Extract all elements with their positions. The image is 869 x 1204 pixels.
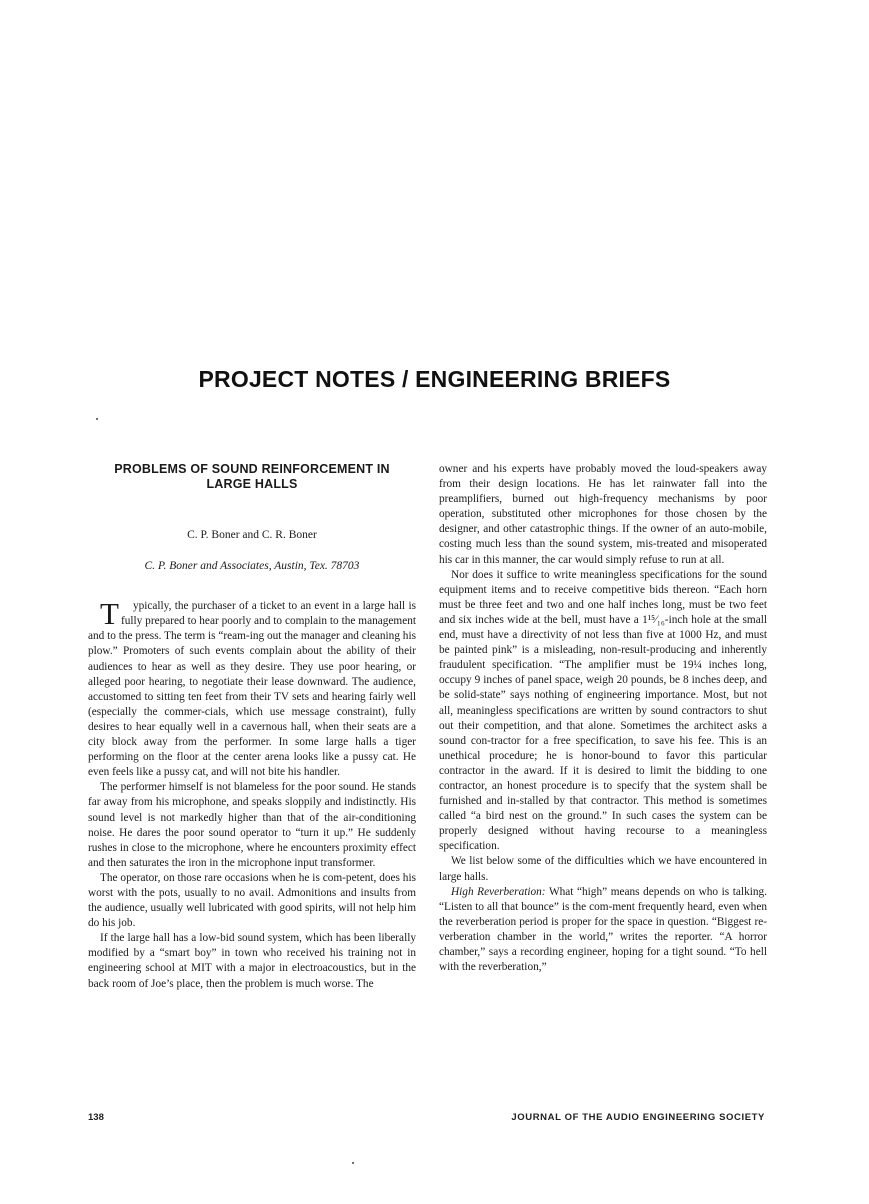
scan-speck xyxy=(352,1162,354,1164)
body-paragraph: We list below some of the difficulties which we have encountered in large halls. xyxy=(439,855,767,883)
body-paragraph: Nor does it suffice to write meaningless specifications for the sound equipment items and to receive competitive bids thereon. “Each horn must be three feet and two and one half inches long, must be two feet and six inches wide at the bell, must have a 1¹⁵⁄₁₆-inch hole at the small end, must have a directivity of not less than five at 1000 Hz, and must be painted pink” is a misleading, non-result-producing and inherently fraudulent specification. “The amplifier must be 19¼ inches long, occupy 9 inches of panel space, weigh 20 pounds, be 8 inches deep, and be solid-state” says nothing of engineering importance. Most, but not all, meaningless specifications are written by sound contractors to shut out their competition, and that alone. Sometimes the architect asks a sound con-tractor for a free specification, to save his fee. This is an unethical procedure; he is honor-bound to favor this particular contractor in the award. If it is desired to limit the bidding to one contractor, an honest procedure is to specify that the system shall be furnished and in-stalled by that contractor. This method is sometimes called “a bird nest on the ground.” In such cases the system can be properly designed without having recourse to a meaningless specification. xyxy=(439,568,767,853)
right-column xyxy=(439,462,767,975)
body-paragraph: If the large hall has a low-bid sound system, which has been liberally modified by a “smart boy” in town who received his training not in engineering school at MIT with a major in electroacoustics, but in the back room of Joe’s place, then the problem is much worse. The xyxy=(88,932,416,990)
body-paragraph: The operator, on those rare occasions when he is com-petent, does his worst with the pots, usually to no avail. Admonitions and insults from the audience, usually well lubricated with good spirits, will not help him do his job. xyxy=(88,871,416,930)
body-paragraph: The performer himself is not blameless for the poor sound. He stands far away from his microphone, and speaks sloppily and indistinctly. His sound level is not markedly higher than that of the air-conditioning noise. He dares the poor sound operator to “turn it up.” He suddenly rushes in close to the microphone, where he encounters proximity effect and then saturates the iron in the microphone input transformer. xyxy=(88,781,416,869)
page-number: 138 xyxy=(88,1112,104,1123)
article-affiliation: C. P. Boner and Associates, Austin, Tex. 78703 xyxy=(144,560,360,573)
subhead: High Reverberation: xyxy=(451,885,546,898)
lead-paragraph xyxy=(88,596,416,780)
left-column xyxy=(88,462,416,992)
scan-speck xyxy=(96,418,98,420)
subhead-paragraph xyxy=(439,885,767,976)
journal-name: JOURNAL OF THE AUDIO ENGINEERING SOCIETY xyxy=(511,1112,765,1123)
article-title: PROBLEMS OF SOUND REINFORCEMENT IN LARGE HALLS xyxy=(114,462,390,491)
article-authors: C. P. Boner and C. R. Boner xyxy=(187,529,317,541)
section-title: PROJECT NOTES / ENGINEERING BRIEFS xyxy=(198,366,671,392)
subhead-text: What “high” means depends on who is talking. “Listen to all that bounce” is the com-ment frequently heard, even when the reverberation period is proper for the space in question. “Biggest re-verberation chamber in the world,” writes the reporter. “A horror chamber,” says a recording engineer, hoping for a tight sound. “To hell with the reverberation,” xyxy=(439,885,767,974)
lead-paragraph-text: ypically, the purchaser of a ticket to an event in a large hall is fully prepared to hear poorly and to complain to the management and to the press. The term is “ream-ing out the manager and cleaning his plow.” Promoters of such events complain about the ability of their audiences to hear as well as they desire. They use poor hearing, or alleged poor hearing, to negotiate their lease downward. The audience, accustomed to sitting ten feet from their TV sets and hearing fairly well (especially the commer-cials, which use message constraint), fully desires to hear equally well in a cavernous hall, when their seats are a city block away from the performer. In some large halls a tiger performing on the floor at the center arena looks like a pussy cat. He even feels like a pussy cat, and will not bite his handler. xyxy=(88,600,416,779)
continued-paragraph: owner and his experts have probably moved the loud-speakers away from their design locations. He has let rainwater fall into the preamplifiers, burned out high-frequency mechanisms by poor operation, substituted other microphones for those chosen by the designer, and other catastrophic things. If the owner of an auto-mobile, costing much less than the sound system, mis-treated and misoperated his car in this manner, the car would simply refuse to run at all. xyxy=(439,463,767,566)
drop-cap: T xyxy=(100,596,119,632)
